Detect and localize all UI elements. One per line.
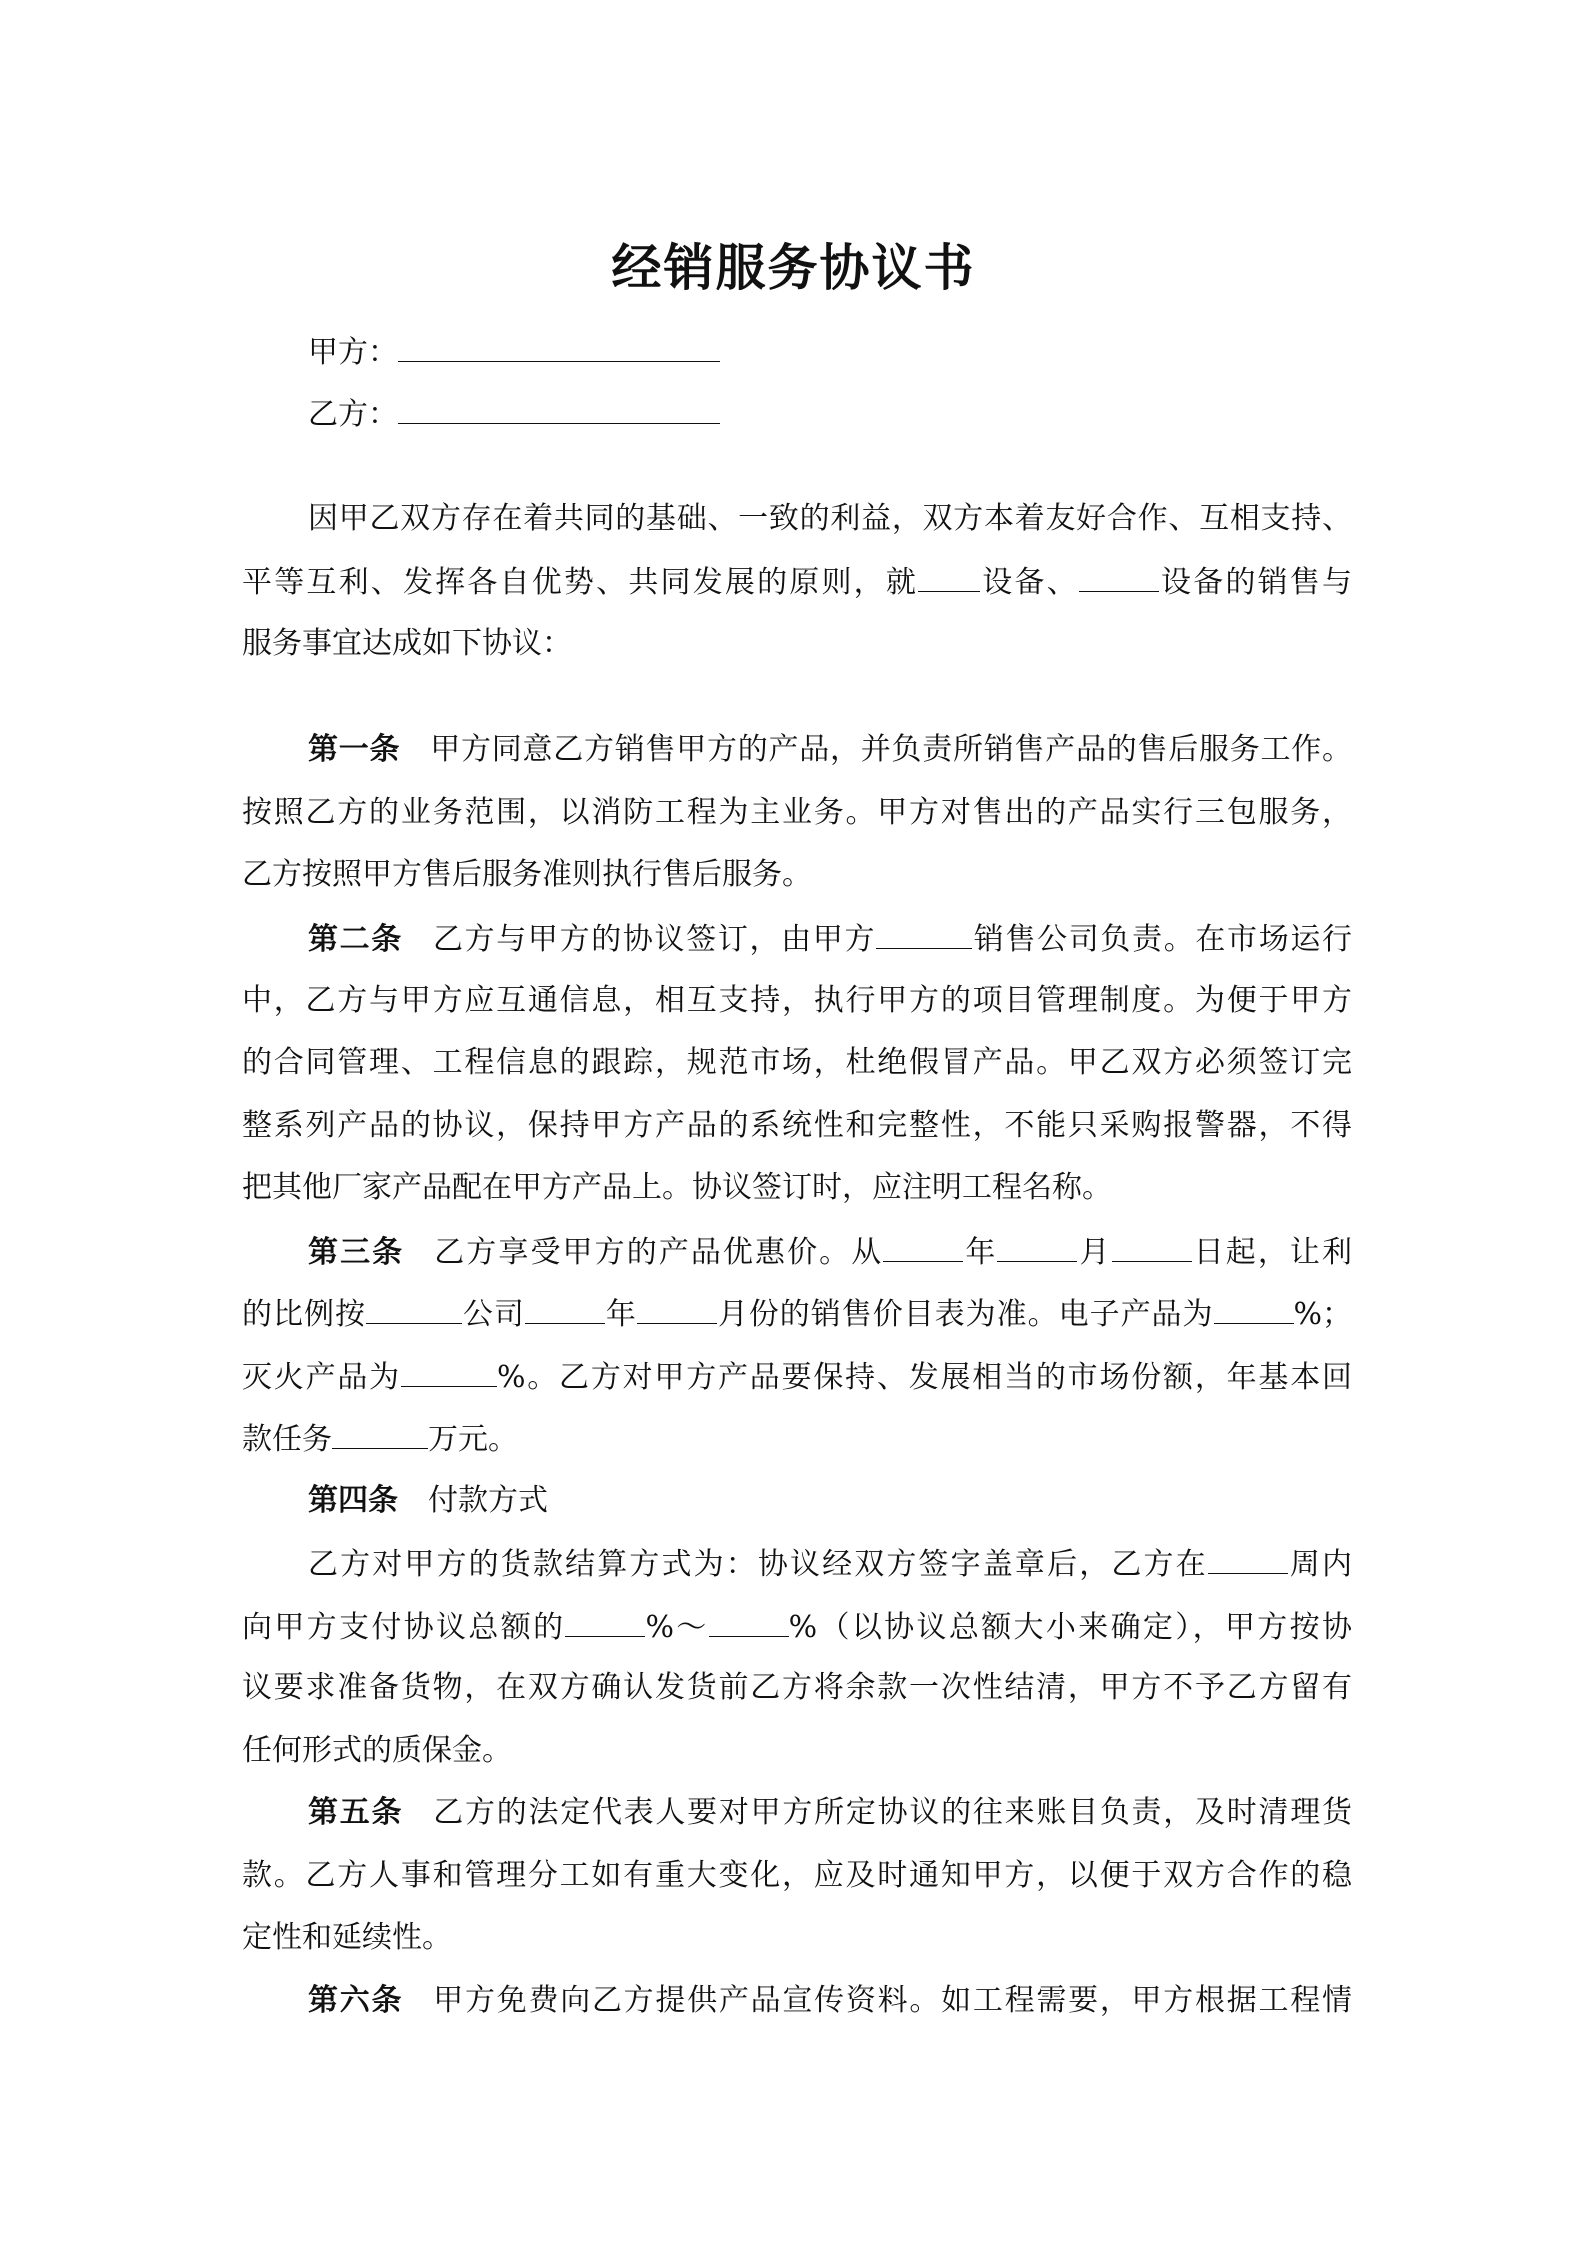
blank-sales-company [876, 918, 972, 949]
blank-price-month [637, 1293, 717, 1324]
article-4-line-3: 议要求准备货物，在双方确认发货前乙方将余款一次性结清，甲方不予乙方留有 [242, 1670, 1352, 1705]
blank-device-2 [1079, 561, 1159, 592]
article-1-line-2: 按照乙方的业务范围，以消防工程为主业务。甲方对售出的产品实行三包服务， [242, 795, 1352, 830]
article-3-line-2: 的比例按 公司 年 月份的销售价目表为准。电子产品为 %； [242, 1293, 1352, 1335]
blank-company [366, 1293, 462, 1324]
blank-start-year [883, 1231, 963, 1262]
article-1-line-3: 乙方按照甲方售后服务准则执行售后服务。 [242, 857, 812, 892]
intro-line-2: 平等互利、发挥各自优势、共同发展的原则，就 设备、 设备的销售与 [242, 561, 1352, 603]
blank-percent-min [565, 1606, 645, 1637]
blank-payment-target [332, 1418, 428, 1449]
article-3-line-3: 灭火产品为 %。乙方对甲方产品要保持、发展相当的市场份额，年基本回 [242, 1356, 1352, 1398]
party-b-blank [398, 393, 720, 424]
party-a-label: 甲方： [308, 335, 398, 370]
article-2-line-2: 中，乙方与甲方应互通信息，相互支持，执行甲方的项目管理制度。为便于甲方 [242, 983, 1352, 1018]
article-2-line-5: 把其他厂家产品配在甲方产品上。协议签订时，应注明工程名称。 [242, 1170, 1112, 1205]
article-2-line-3: 的合同管理、工程信息的跟踪，规范市场，杜绝假冒产品。甲乙双方必须签订完 [242, 1045, 1352, 1080]
article-2-label: 第二条 [308, 922, 403, 957]
blank-fire-percent [401, 1356, 497, 1387]
article-2-line-4: 整系列产品的协议，保持甲方产品的系统性和完整性，不能只采购报警器，不得 [242, 1108, 1352, 1143]
intro-line-3: 服务事宜达成如下协议： [242, 626, 572, 661]
blank-device-1 [918, 561, 980, 592]
article-1-label: 第一条 [308, 732, 401, 767]
article-4-line-2: 向甲方支付协议总额的 %～ %（以协议总额大小来确定），甲方按协 [242, 1606, 1352, 1648]
article-5-line-2: 款。乙方人事和管理分工如有重大变化，应及时通知甲方，以便于双方合作的稳 [242, 1858, 1352, 1893]
article-5-label: 第五条 [308, 1795, 404, 1830]
blank-weeks [1208, 1543, 1288, 1574]
party-a-blank [398, 331, 720, 362]
article-3-line-1: 第三条 乙方享受甲方的产品优惠价。从 年 月 日起，让利 [308, 1231, 1352, 1273]
blank-start-day [1112, 1231, 1192, 1262]
blank-price-year [525, 1293, 605, 1324]
party-a-line [308, 331, 720, 373]
article-5-line-1: 第五条 乙方的法定代表人要对甲方所定协议的往来账目负责，及时清理货 [308, 1795, 1353, 1830]
article-4-line-4: 任何形式的质保金。 [242, 1733, 512, 1768]
party-b-label: 乙方： [308, 397, 398, 432]
article-4-heading: 付款方式 [428, 1483, 548, 1518]
article-6-line-1: 第六条 甲方免费向乙方提供产品宣传资料。如工程需要，甲方根据工程情 [308, 1983, 1353, 2018]
document-title: 经销服务协议书 [611, 238, 976, 297]
article-3-label: 第三条 [308, 1235, 405, 1270]
article-2-line-1: 第二条 乙方与甲方的协议签订，由甲方 销售公司负责。在市场运行 [308, 918, 1352, 960]
blank-percent-max [709, 1606, 789, 1637]
intro-line-1: 因甲乙双方存在着共同的基础、一致的利益，双方本着友好合作、互相支持、 [308, 501, 1352, 536]
article-4-heading-line [308, 1481, 1352, 1521]
article-4-label: 第四条 [308, 1483, 398, 1518]
party-b-line [308, 393, 720, 435]
article-5-line-3: 定性和延续性。 [242, 1920, 452, 1955]
article-3-line-4: 款任务 万元。 [242, 1418, 1352, 1460]
article-4-line-1: 乙方对甲方的货款结算方式为：协议经双方签字盖章后，乙方在 周内 [308, 1543, 1352, 1585]
article-6-label: 第六条 [308, 1983, 404, 2018]
blank-start-month [997, 1231, 1077, 1262]
blank-electronic-percent [1214, 1293, 1294, 1324]
article-1-line-1: 第一条 甲方同意乙方销售甲方的产品，并负责所销售产品的售后服务工作。 [308, 732, 1352, 767]
